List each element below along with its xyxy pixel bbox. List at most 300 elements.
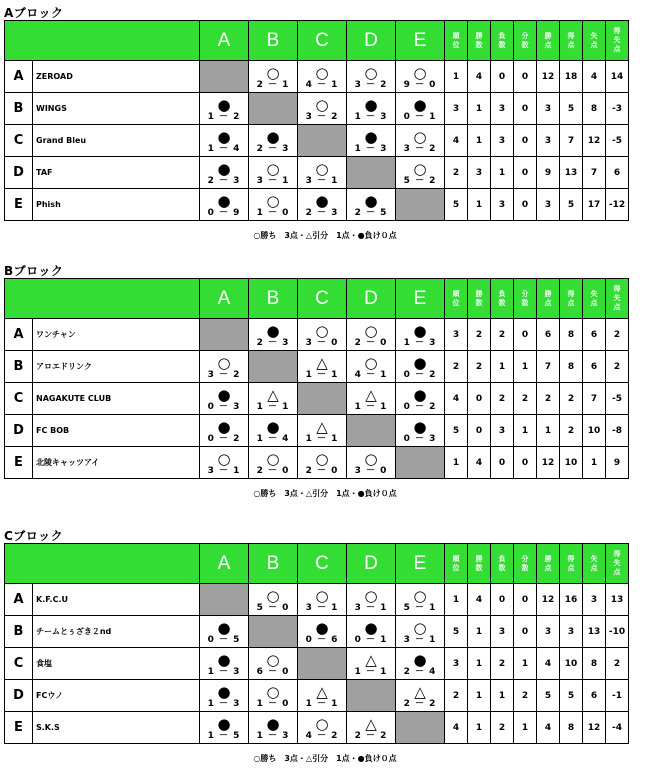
header-char: 位 (452, 40, 460, 49)
stat-draws: 0 (514, 447, 537, 479)
header-opponent-e: E (396, 279, 445, 319)
header-char: 数 (498, 298, 506, 307)
header-char: 勝 (475, 289, 483, 298)
result-mark: △ (267, 385, 279, 404)
stat-goals-against: 8 (583, 648, 606, 680)
stat-goals-against: 1 (583, 447, 606, 479)
stat-goals-against: 7 (583, 383, 606, 415)
result-score: 2 － 0 (305, 465, 339, 476)
header-char: 数 (498, 40, 506, 49)
stat-goal-diff: 14 (606, 61, 629, 93)
result-mark: △ (316, 417, 328, 436)
result-mark: ○ (315, 321, 329, 340)
stat-points: 4 (537, 712, 560, 744)
header-opponent-a: A (200, 279, 249, 319)
stat-losses: 2 (491, 648, 514, 680)
header-char: 点 (590, 40, 598, 49)
header-char: 点 (544, 40, 552, 49)
stat-losses: 3 (491, 93, 514, 125)
result-score: 3 － 1 (403, 634, 437, 645)
header-char: 失 (613, 36, 621, 44)
stat-wins: 1 (468, 648, 491, 680)
header-draws (514, 21, 537, 61)
stat-draws: 0 (514, 61, 537, 93)
stat-goal-diff: -4 (606, 712, 629, 744)
team-key: B (5, 351, 33, 383)
self-match-cell (200, 584, 249, 616)
header-row (5, 279, 629, 319)
header-char: 順 (452, 289, 460, 298)
stat-draws: 0 (514, 157, 537, 189)
result-score: 2 － 4 (403, 666, 437, 677)
result-mark: ○ (266, 159, 280, 178)
stat-goals-against: 3 (583, 584, 606, 616)
stat-goal-diff: -12 (606, 189, 629, 221)
header-char: 点 (613, 568, 621, 576)
result-cell (347, 351, 396, 383)
stat-goal-diff: -8 (606, 415, 629, 447)
result-score: 0 － 2 (403, 401, 437, 412)
result-mark: ○ (266, 650, 280, 669)
result-cell (249, 584, 298, 616)
result-mark: ● (315, 191, 329, 210)
result-cell (298, 415, 347, 447)
result-mark: ○ (266, 449, 280, 468)
stat-goals-for: 18 (560, 61, 583, 93)
result-cell (200, 648, 249, 680)
stat-losses: 3 (491, 616, 514, 648)
result-score: 1 － 3 (207, 698, 241, 709)
header-char: 負 (498, 31, 506, 40)
result-mark: ○ (364, 449, 378, 468)
header-opponent-c: C (298, 21, 347, 61)
header-char: 勝 (544, 554, 552, 563)
stat-points: 6 (537, 319, 560, 351)
result-cell (347, 61, 396, 93)
result-score: 5 － 1 (403, 602, 437, 613)
stat-draws: 1 (514, 351, 537, 383)
stat-points: 12 (537, 61, 560, 93)
header-char: 数 (475, 298, 483, 307)
result-score: 1 － 2 (207, 111, 241, 122)
stat-goal-diff: 6 (606, 157, 629, 189)
stat-losses: 1 (491, 351, 514, 383)
stat-points: 3 (537, 93, 560, 125)
header-losses (491, 21, 514, 61)
team-key: A (5, 584, 33, 616)
team-row (5, 189, 629, 221)
header-wins (468, 279, 491, 319)
result-score: 2 － 1 (256, 79, 290, 90)
result-cell (200, 189, 249, 221)
header-char: 得 (567, 289, 575, 298)
self-match-cell (396, 447, 445, 479)
result-score: 1 － 1 (354, 401, 388, 412)
result-cell (298, 189, 347, 221)
result-mark: ● (266, 321, 280, 340)
result-mark: ○ (315, 714, 329, 733)
result-score: 0 － 5 (207, 634, 241, 645)
result-cell (200, 680, 249, 712)
header-rank (445, 279, 468, 319)
result-score: 3 － 1 (207, 465, 241, 476)
stat-points: 3 (537, 125, 560, 157)
result-mark: ○ (413, 618, 427, 637)
team-row (5, 157, 629, 189)
result-score: 1 － 3 (354, 143, 388, 154)
header-draws (514, 279, 537, 319)
result-mark: ● (217, 385, 231, 404)
result-mark: ○ (413, 127, 427, 146)
result-score: 0 － 2 (403, 369, 437, 380)
self-match-cell (347, 415, 396, 447)
result-mark: ○ (364, 321, 378, 340)
result-mark: △ (414, 682, 426, 701)
stat-points: 5 (537, 680, 560, 712)
stat-goal-diff: 2 (606, 319, 629, 351)
result-cell (249, 415, 298, 447)
team-name: チームとぅざき２nd (33, 616, 200, 648)
result-cell (396, 648, 445, 680)
result-score: 3 － 1 (305, 602, 339, 613)
team-key: A (5, 61, 33, 93)
result-cell (396, 383, 445, 415)
stat-goals-against: 7 (583, 157, 606, 189)
result-mark: ● (217, 95, 231, 114)
result-score: 2 － 3 (305, 207, 339, 218)
team-row (5, 616, 629, 648)
stat-goals-for: 5 (560, 93, 583, 125)
result-mark: ○ (413, 586, 427, 605)
stat-losses: 0 (491, 61, 514, 93)
stat-goals-for: 5 (560, 189, 583, 221)
header-goals-for (560, 279, 583, 319)
header-char: 失 (613, 294, 621, 302)
result-mark: ● (413, 650, 427, 669)
result-score: 1 － 1 (305, 433, 339, 444)
result-mark: ○ (315, 449, 329, 468)
result-mark: ● (266, 417, 280, 436)
result-cell (396, 415, 445, 447)
self-match-cell (396, 189, 445, 221)
stat-rank: 3 (445, 319, 468, 351)
result-cell (200, 93, 249, 125)
result-cell (298, 157, 347, 189)
header-char: 負 (498, 554, 506, 563)
stat-losses: 3 (491, 125, 514, 157)
result-score: 1 － 3 (256, 730, 290, 741)
stat-goals-against: 4 (583, 61, 606, 93)
header-opponent-d: D (347, 544, 396, 584)
stat-goals-against: 6 (583, 680, 606, 712)
header-char: 点 (567, 40, 575, 49)
result-cell (200, 712, 249, 744)
header-char: 位 (452, 563, 460, 572)
team-key: D (5, 415, 33, 447)
result-cell (200, 415, 249, 447)
result-cell (200, 447, 249, 479)
result-cell (200, 383, 249, 415)
result-score: 2 － 3 (256, 143, 290, 154)
result-mark: ● (413, 417, 427, 436)
standings-table (4, 278, 629, 479)
result-mark: ● (217, 417, 231, 436)
result-score: 1 － 1 (256, 401, 290, 412)
stat-points: 12 (537, 584, 560, 616)
stat-draws: 0 (514, 125, 537, 157)
result-mark: ○ (266, 191, 280, 210)
result-score: 0 － 3 (403, 433, 437, 444)
stat-wins: 4 (468, 61, 491, 93)
team-row (5, 712, 629, 744)
result-score: 1 － 4 (207, 143, 241, 154)
header-goals-for (560, 544, 583, 584)
stat-goal-diff: 9 (606, 447, 629, 479)
header-char: 得 (567, 31, 575, 40)
result-mark: ○ (217, 353, 231, 372)
header-goals-against (583, 21, 606, 61)
header-blank (5, 21, 200, 61)
result-cell (396, 61, 445, 93)
result-score: 2 － 2 (354, 730, 388, 741)
result-score: 3 － 2 (305, 111, 339, 122)
result-mark: ○ (315, 95, 329, 114)
self-match-cell (249, 351, 298, 383)
header-opponent-b: B (249, 21, 298, 61)
self-match-cell (249, 616, 298, 648)
result-mark: ● (413, 95, 427, 114)
stat-goals-for: 13 (560, 157, 583, 189)
header-wins (468, 544, 491, 584)
stat-goal-diff: 2 (606, 648, 629, 680)
stat-rank: 5 (445, 415, 468, 447)
stat-draws: 1 (514, 648, 537, 680)
result-score: 3 － 2 (403, 143, 437, 154)
stat-draws: 0 (514, 584, 537, 616)
stat-goals-against: 17 (583, 189, 606, 221)
result-score: 4 － 1 (354, 369, 388, 380)
result-mark: ○ (266, 586, 280, 605)
stat-points: 2 (537, 383, 560, 415)
header-char: 勝 (475, 31, 483, 40)
stat-goals-against: 8 (583, 93, 606, 125)
stat-rank: 4 (445, 383, 468, 415)
self-match-cell (298, 125, 347, 157)
result-cell (347, 189, 396, 221)
header-opponent-b: B (249, 279, 298, 319)
team-name: FC BOB (33, 415, 200, 447)
team-row (5, 383, 629, 415)
result-mark: △ (365, 650, 377, 669)
stat-draws: 2 (514, 680, 537, 712)
self-match-cell (298, 383, 347, 415)
team-key: C (5, 125, 33, 157)
stat-rank: 1 (445, 447, 468, 479)
stat-wins: 1 (468, 616, 491, 648)
stat-goal-diff: -1 (606, 680, 629, 712)
header-char: 点 (613, 45, 621, 53)
team-key: E (5, 712, 33, 744)
team-row (5, 584, 629, 616)
result-score: 1 － 1 (305, 698, 339, 709)
stat-losses: 3 (491, 415, 514, 447)
team-key: C (5, 383, 33, 415)
standings-table (4, 20, 629, 221)
self-match-cell (347, 157, 396, 189)
result-cell (249, 648, 298, 680)
result-cell (396, 680, 445, 712)
team-key: E (5, 189, 33, 221)
result-mark: ○ (266, 63, 280, 82)
result-score: 3 － 1 (256, 175, 290, 186)
result-mark: ○ (413, 63, 427, 82)
result-cell (347, 616, 396, 648)
result-score: 3 － 2 (354, 79, 388, 90)
result-mark: ● (217, 127, 231, 146)
header-char: 失 (590, 289, 598, 298)
header-char: 勝 (544, 289, 552, 298)
result-cell (298, 61, 347, 93)
stat-rank: 1 (445, 584, 468, 616)
result-cell (249, 680, 298, 712)
stat-draws: 2 (514, 383, 537, 415)
stat-losses: 1 (491, 680, 514, 712)
header-goal-diff (606, 279, 629, 319)
stat-draws: 0 (514, 93, 537, 125)
header-rank (445, 544, 468, 584)
header-char: 点 (613, 303, 621, 311)
block-title: Cブロック (4, 529, 64, 543)
team-name: 食塩 (33, 648, 200, 680)
header-char: 数 (498, 563, 506, 572)
stat-losses: 1 (491, 157, 514, 189)
result-mark: △ (316, 682, 328, 701)
stat-draws: 0 (514, 189, 537, 221)
self-match-cell (249, 93, 298, 125)
header-char: 点 (544, 298, 552, 307)
stat-goals-against: 12 (583, 712, 606, 744)
stat-losses: 3 (491, 189, 514, 221)
header-char: 数 (521, 563, 529, 572)
result-mark: ● (413, 385, 427, 404)
header-points (537, 544, 560, 584)
header-char: 失 (590, 31, 598, 40)
result-cell (200, 351, 249, 383)
team-key: A (5, 319, 33, 351)
result-mark: ● (364, 618, 378, 637)
team-name: アロエドリンク (33, 351, 200, 383)
result-score: 2 － 3 (207, 175, 241, 186)
result-score: 2 － 5 (354, 207, 388, 218)
header-char: 勝 (475, 554, 483, 563)
header-opponent-c: C (298, 544, 347, 584)
header-draws (514, 544, 537, 584)
header-row (5, 21, 629, 61)
stat-rank: 1 (445, 61, 468, 93)
stat-draws: 1 (514, 712, 537, 744)
stat-goal-diff: -3 (606, 93, 629, 125)
header-char: 点 (567, 563, 575, 572)
result-score: 6 － 0 (256, 666, 290, 677)
team-row (5, 93, 629, 125)
result-mark: ● (315, 618, 329, 637)
result-cell (298, 680, 347, 712)
self-match-cell (347, 680, 396, 712)
team-name: K.F.C.U (33, 584, 200, 616)
result-cell (249, 61, 298, 93)
result-score: 1 － 3 (354, 111, 388, 122)
result-score: 3 － 2 (207, 369, 241, 380)
result-mark: ● (364, 127, 378, 146)
stat-wins: 0 (468, 415, 491, 447)
stat-wins: 2 (468, 351, 491, 383)
result-cell (396, 319, 445, 351)
stat-goals-against: 6 (583, 351, 606, 383)
result-mark: ○ (315, 63, 329, 82)
result-score: 2 － 2 (403, 698, 437, 709)
result-score: 5 － 0 (256, 602, 290, 613)
stat-wins: 4 (468, 447, 491, 479)
block-title: Aブロック (4, 6, 64, 20)
header-points (537, 21, 560, 61)
header-char: 分 (521, 554, 529, 563)
stat-goals-against: 13 (583, 616, 606, 648)
header-char: 失 (613, 559, 621, 567)
header-opponent-e: E (396, 544, 445, 584)
result-mark: ● (266, 714, 280, 733)
header-opponent-d: D (347, 279, 396, 319)
result-score: 4 － 2 (305, 730, 339, 741)
result-score: 1 － 0 (256, 698, 290, 709)
team-name: ワンチャン (33, 319, 200, 351)
team-name: FCウノ (33, 680, 200, 712)
result-mark: ● (266, 127, 280, 146)
result-score: 2 － 0 (256, 465, 290, 476)
stat-points: 1 (537, 415, 560, 447)
stat-goals-against: 12 (583, 125, 606, 157)
stat-goal-diff: 2 (606, 351, 629, 383)
stat-goals-for: 10 (560, 648, 583, 680)
result-cell (298, 584, 347, 616)
result-cell (298, 616, 347, 648)
result-cell (200, 157, 249, 189)
team-key: E (5, 447, 33, 479)
result-score: 5 － 2 (403, 175, 437, 186)
stat-wins: 1 (468, 712, 491, 744)
self-match-cell (200, 61, 249, 93)
team-name: WINGS (33, 93, 200, 125)
result-score: 0 － 9 (207, 207, 241, 218)
result-cell (347, 712, 396, 744)
header-opponent-c: C (298, 279, 347, 319)
result-score: 1 － 3 (207, 666, 241, 677)
stat-wins: 1 (468, 125, 491, 157)
stat-goals-against: 6 (583, 319, 606, 351)
stat-wins: 3 (468, 157, 491, 189)
header-char: 得 (613, 550, 621, 558)
result-cell (298, 447, 347, 479)
stat-goals-for: 3 (560, 616, 583, 648)
header-char: 分 (521, 31, 529, 40)
header-losses (491, 544, 514, 584)
result-score: 3 － 1 (305, 175, 339, 186)
result-score: 2 － 0 (354, 337, 388, 348)
header-rank (445, 21, 468, 61)
stat-points: 4 (537, 648, 560, 680)
team-row (5, 648, 629, 680)
header-char: 数 (521, 298, 529, 307)
stat-goals-against: 10 (583, 415, 606, 447)
